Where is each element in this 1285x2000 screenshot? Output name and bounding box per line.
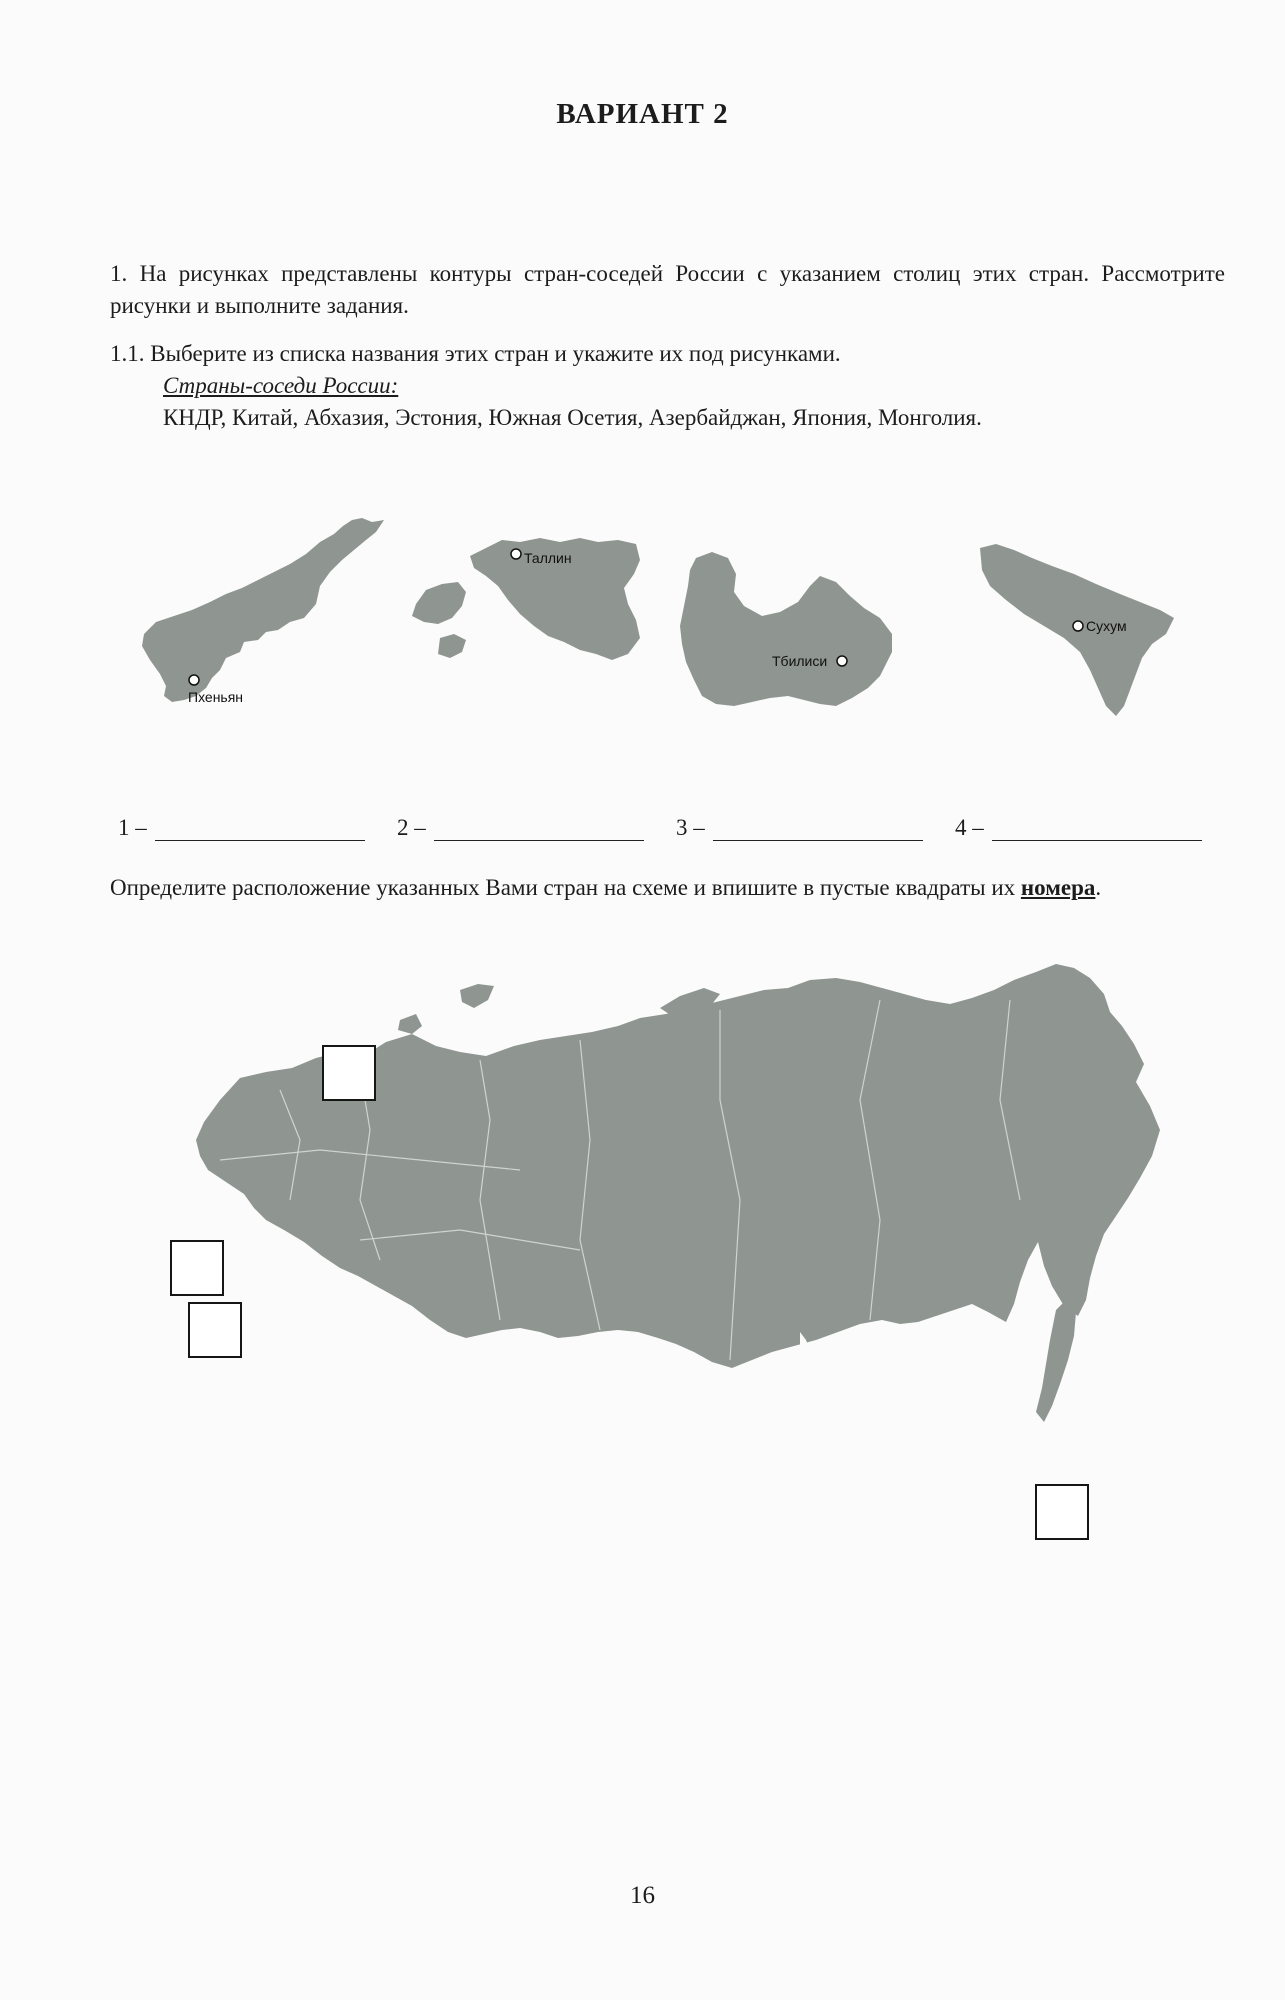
answer-line-2[interactable]: [434, 818, 644, 841]
country-list: КНДР, Китай, Абхазия, Эстония, Южная Осетия, Азербайджан, Япония, Монголия.: [163, 405, 982, 430]
answer-label-1: 1 –: [118, 815, 147, 840]
country-contours: [140, 510, 1200, 750]
emphasis-number: номера: [1020, 875, 1096, 900]
russia-map: [160, 960, 1160, 1480]
map-answer-box-west-lower[interactable]: [188, 1302, 242, 1358]
answer-line-3[interactable]: [713, 818, 923, 841]
map-answer-box-northwest[interactable]: [322, 1045, 376, 1101]
map-answer-box-east[interactable]: [1035, 1484, 1089, 1540]
task-1-1-text: 1.1. Выберите из списка названия этих стран и укажите их под рисунками.: [110, 341, 841, 366]
answer-slot-1[interactable]: [118, 815, 365, 841]
answer-label-3: 3 –: [676, 815, 705, 840]
capital-sukhum: Сухум: [1086, 618, 1127, 634]
page-title: ВАРИАНТ 2: [556, 98, 729, 130]
abkhazia-contour: [980, 544, 1174, 716]
country-list-heading: Страны-соседи России:: [163, 373, 399, 398]
page-number: 16: [630, 1882, 655, 1909]
answer-slot-4[interactable]: [955, 815, 1202, 841]
capital-pyongyang: Пхеньян: [188, 689, 244, 705]
answer-label-4: 4 –: [955, 815, 984, 840]
task-1-text: 1. На рисунках представлены контуры стран-соседей России с указанием столиц этих стран. Рассмотрите рисунки и выполните задания.: [110, 261, 1225, 318]
estonia-contour: [412, 538, 640, 660]
capital-tallinn: Таллин: [524, 550, 572, 566]
task-map-instruction: Определите расположение указанных Вами стран на схеме и впишите в пустые квадраты их номера.: [110, 875, 1102, 900]
answer-line-1[interactable]: [155, 818, 365, 841]
answer-slot-2[interactable]: [397, 815, 644, 841]
north-korea-contour: [142, 518, 384, 705]
answer-slot-3[interactable]: [676, 815, 923, 841]
answer-label-2: 2 –: [397, 815, 426, 840]
answer-line-4[interactable]: [992, 818, 1202, 841]
georgia-contour: [680, 552, 892, 706]
map-answer-box-west-upper[interactable]: [170, 1240, 224, 1296]
capital-tbilisi: Тбилиси: [772, 653, 828, 669]
